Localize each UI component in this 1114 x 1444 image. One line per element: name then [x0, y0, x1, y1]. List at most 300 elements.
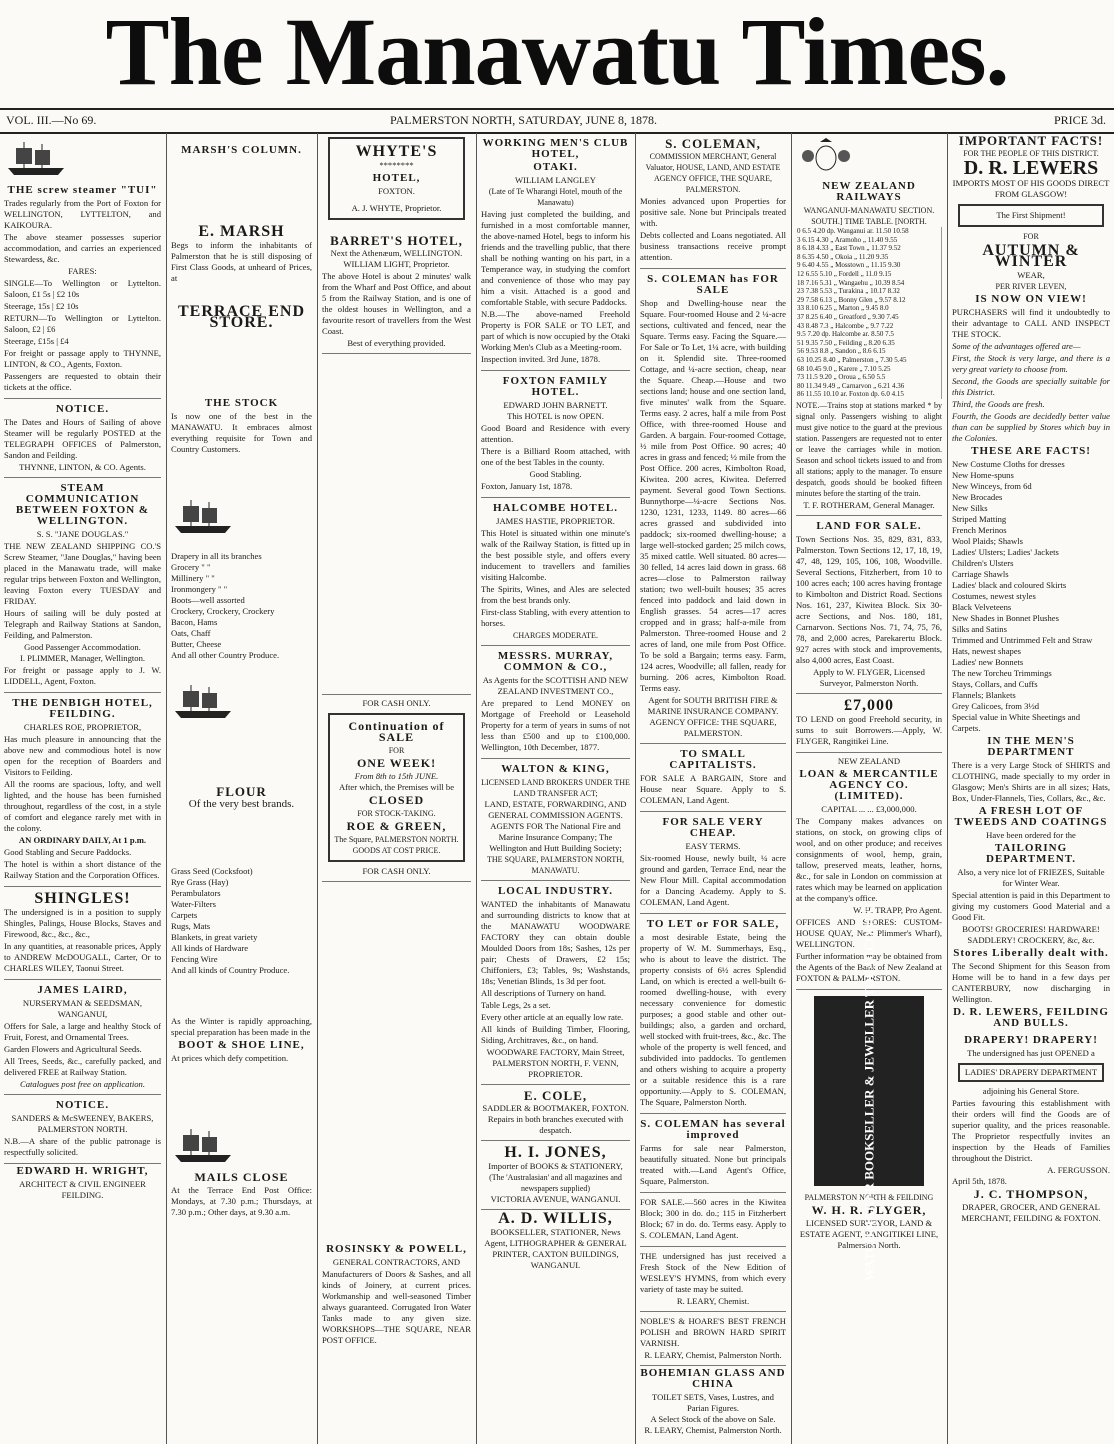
- boots-text: BOOTS! GROCERIES! HARDWARE! SADDLERY! CROCKERY, &c, &c.: [962, 924, 1100, 945]
- local-text: Table Legs, 2s a set.: [481, 1000, 551, 1010]
- watchmaker-text: WATCHMAKER BOOKSELLER & JEWELLER TOBACCONIST: [861, 900, 877, 1281]
- ad-leary-hymns: [640, 1247, 786, 1312]
- ad-roe-green: [322, 694, 471, 882]
- foxton-text: This HOTEL is now OPEN.: [507, 411, 604, 421]
- column-3: [317, 133, 475, 1444]
- flyger-text: LICENSED SURVEYOR, LAND & ESTATE AGENT, RANGITIKEI LINE, Palmerston North.: [799, 1217, 939, 1250]
- column-1: [0, 133, 165, 1444]
- dateline: [0, 108, 1114, 134]
- nz-heading: NEW ZEALAND: [837, 755, 901, 766]
- laird-text: Catalogues post free on application.: [20, 1079, 145, 1089]
- laird-sub: NURSERYMAN & SEEDSMAN, WANGANUI,: [22, 998, 143, 1019]
- timetable-cell: 9 6.40 4.55 „ Mosstown „ 11.15 9.30: [796, 261, 942, 270]
- fresh-text: Have been ordered for the: [986, 830, 1076, 840]
- ad-very-cheap: [640, 812, 786, 914]
- halcombe-text: This Hotel is situated within one minute's walk of the Railway Station, is fitted up in the best possible style, and offers every inducement to travellers and families visiting Halcombe.: [481, 528, 630, 582]
- shingles-text: In any quantities, at reasonable prices, Apply to ANDREW McDOUGALL, Carter, Or to CHARLES WILEY, Taonui Street.: [4, 941, 161, 973]
- timetable-cell: 33 8.10 6.25 „ Marton „ 9.45 8.0: [796, 304, 942, 313]
- list-item: Ladies' Ulsters; Ladies' Jackets: [952, 547, 1059, 557]
- list-item: Special value in White Sheetings and Carpets.: [952, 712, 1080, 733]
- ad-shingles: [4, 887, 161, 980]
- timetable-cell: 12 6.55 5.10 „ Fordell „ 11.0 9.15: [796, 270, 942, 279]
- ship-icon: [171, 496, 235, 536]
- timetable-cell: 51 9.35 7.50 „ Feilding „ 8.20 6.35: [796, 339, 942, 348]
- fergusson-date: April 5th, 1878.: [952, 1176, 1007, 1186]
- tui-heading: THE screw steamer "TUI": [7, 184, 158, 196]
- second-shipment-text: The Second Shipment for this Season from Home will be to hand in a few days per CANTERBURY, now discharging in Wellington.: [952, 961, 1110, 1004]
- goods-item: Grocery " ": [171, 562, 211, 572]
- goods-item: And all kinds of Country Produce.: [171, 965, 290, 975]
- goods-item: Carpets: [171, 910, 198, 920]
- rosinsky-sub: GENERAL CONTRACTORS, AND: [332, 1257, 461, 1267]
- goods-item: Water-Filters: [171, 899, 216, 909]
- timetable-cell: 18 7.16 5.31 „ Wangaehu „ 10.39 8.54: [796, 279, 942, 288]
- lewers-text: IMPORTS MOST OF HIS GOODS DIRECT FROM GLASGOW!: [952, 178, 1110, 199]
- bohemian-text: A Select Stock of the above on Sale.: [650, 1414, 776, 1424]
- table-row: [796, 236, 942, 245]
- lewers-heading: D. R. LEWERS: [963, 157, 1099, 179]
- whyte-place: FOXTON.: [378, 186, 415, 196]
- cole-heading: E. COLE,: [523, 1088, 588, 1103]
- coleman2-text: Farms for sale near Palmerston, beautifully situated. None but principals treated with.—Land Agent's Office, Square, Palmerston.: [640, 1143, 786, 1186]
- tui-text: For freight or passage apply to THYNNE, LINTON, & CO., Agents, Foxton.: [4, 348, 161, 369]
- denbigh-text: The hotel is within a short distance of the Railway Station and the Corporation Offices.: [4, 859, 161, 880]
- facts-sub: FOR THE PEOPLE OF THIS DISTRICT.: [963, 149, 1099, 158]
- advantage-item: Second, the Goods are specially suitable for this District.: [952, 376, 1110, 397]
- mens-text: There is a very Large Stock of SHIRTS and CLOTHING, made specially to my order in Glasgow; Men's Shirts are in all sizes; Hats, Box, Under-Flannels, Ties, Collars, &c., &c.: [952, 760, 1110, 803]
- jones-text: Importer of BOOKS & STATIONERY,: [488, 1161, 623, 1171]
- ad-willis: [481, 1210, 630, 1271]
- timetable: [796, 227, 942, 399]
- laird-text: Garden Flowers and Agricultural Seeds.: [4, 1044, 142, 1054]
- laird-heading: JAMES LAIRD,: [37, 984, 128, 996]
- table-row: [796, 390, 942, 399]
- bohemian-signature: R. LEARY, Chemist, Palmerston North.: [644, 1425, 782, 1435]
- thompson-heading: J. C. THOMPSON,: [973, 1187, 1089, 1201]
- list-item: New Home-spuns: [952, 470, 1014, 480]
- barret-text: The above Hotel is about 2 minutes' walk from the Wharf and Post Office, and about 5 from the Railway Station, and is one of the oldest houses in Wellington, and a favourite resort of travellers from the West Coast.: [322, 271, 471, 336]
- facts-heading: IMPORTANT FACTS!: [958, 133, 1104, 148]
- walton-heading: WALTON & KING,: [501, 763, 610, 775]
- ship-name: PER RIVER LEVEN,: [995, 282, 1067, 291]
- shingles-heading: SHINGLES!: [34, 890, 131, 907]
- jones-text: (The 'Australasian' and all magazines and newspapers supplied): [489, 1173, 622, 1193]
- goods-item: Millinery " ": [171, 573, 215, 583]
- list-item: Silks and Satins: [952, 624, 1007, 634]
- halcombe-heading: HALCOMBE HOTEL.: [492, 502, 619, 514]
- coleman2-heading: S. COLEMAN has several improved: [640, 1118, 786, 1141]
- foxton-text: Good Stabling.: [529, 469, 582, 479]
- steam-heading: STEAM COMMUNICATION BETWEEN FOXTON & WELLINGTON.: [15, 482, 150, 527]
- leary-signature: R. LEARY, Chemist.: [676, 1296, 750, 1306]
- jones-heading: H. I. JONES,: [504, 1144, 607, 1161]
- purchasers-text: PURCHASERS will find it undoubtedly to their advantage to CALL AND INSPECT THE STOCK.: [952, 307, 1110, 339]
- small-heading: TO SMALL CAPITALISTS.: [669, 748, 757, 771]
- ladies-drapery: LADIES' DRAPERY DEPARTMENT: [958, 1063, 1104, 1082]
- foxton-text: Foxton, January 1st, 1878.: [481, 481, 573, 491]
- halcombe-text: The Spirits, Wines, and Ales are selected from the best brands only.: [481, 584, 630, 605]
- timetable-cell: 86 11.55 10.10 ar. Foxton dp. 6.0 4.15: [796, 390, 942, 399]
- foxton-text: Good Board and Residence with every attention.: [481, 423, 630, 444]
- marsh-column-heading: MARSH'S COLUMN.: [181, 144, 302, 156]
- ship-icon: [171, 1125, 235, 1165]
- land-heading: LAND FOR SALE.: [816, 519, 922, 532]
- ad-laird: [4, 980, 161, 1095]
- local-text: All descriptions of Turnery on hand.: [481, 988, 607, 998]
- land-signature: Apply to W. FLYGER, Licensed Surveyor, Palmerston North.: [813, 666, 925, 688]
- ad-small-capitalists: [640, 744, 786, 812]
- list-item: Flannels; Blankets: [952, 690, 1016, 700]
- continuation-box: [328, 713, 465, 862]
- murray-heading: MESSRS. MURRAY, COMMON & CO.,: [497, 650, 614, 673]
- walton-text: LAND, ESTATE, FORWARDING, AND GENERAL COMMISSION AGENTS.: [484, 799, 627, 820]
- bohemian-heading: BOHEMIAN GLASS AND CHINA: [640, 1367, 786, 1390]
- railways-signature: T. F. ROTHERAM, General Manager.: [803, 499, 935, 510]
- cheap-heading: FOR SALE VERY CHEAP.: [662, 816, 764, 839]
- list-item: Grey Calicoes, from 3½d: [952, 701, 1040, 711]
- notice-text: The Dates and Hours of Sailing of above Steamer will be regularly POSTED at the TELEGRAPH OFFICES of Palmerston, Sandon and Feilding.: [4, 417, 161, 460]
- table-row: [796, 287, 942, 296]
- volume-number: VOL. III.—No 69.: [6, 113, 97, 127]
- cash-only: FOR CASH ONLY.: [362, 698, 431, 708]
- table-row: [796, 279, 942, 288]
- cole-sub: SADDLER & BOOTMAKER, FOXTON.: [482, 1103, 629, 1113]
- bohemian-text: TOILET SETS, Vases, Lustres, and Parian Figures.: [652, 1392, 774, 1413]
- timetable-cell: 29 7.58 6.13 „ Bonny Glen „ 9.57 8.12: [796, 296, 942, 305]
- walton-sub: LICENSED LAND BROKERS UNDER THE LAND TRANSFER ACT;: [481, 778, 630, 798]
- ad-bohemian: [640, 1368, 786, 1436]
- noble-signature: R. LEARY, Chemist, Palmerston North.: [644, 1350, 782, 1360]
- flyger-heading: W. H. R. FLYGER,: [811, 1202, 927, 1217]
- drapery-heading: DRAPERY! DRAPERY!: [964, 1034, 1098, 1046]
- goods-list-1: [171, 551, 312, 661]
- goods-item: Butter, Cheese: [171, 639, 222, 649]
- timetable-cell: 56 9.53 8.8 „ Sandon „ 8.6 6.15: [796, 347, 942, 356]
- one-week: ONE WEEK!: [356, 756, 437, 770]
- ad-barret: [322, 230, 471, 354]
- table-row: [796, 304, 942, 313]
- list-item: Wool Plaids; Shawls: [952, 536, 1023, 546]
- coleman-heading: S. COLEMAN,: [665, 136, 761, 151]
- notice-heading: NOTICE.: [55, 403, 110, 415]
- cheap-text: Six-roomed House, newly built, ¼ acre ground and garden, Terrace End, near the New Flour Mill. Capital accommodation for a Dancing Academy. Apply to S. COLEMAN, Land Agent.: [640, 853, 786, 907]
- ad-railways: [796, 133, 942, 516]
- advantage-item: First, the Stock is very large, and there is a very great variety to choose from.: [952, 353, 1110, 374]
- willis-heading: A. D. WILLIS,: [498, 1210, 613, 1227]
- stores-text: Stores Liberally dealt with.: [953, 947, 1109, 959]
- timetable-cell: 63 10.25 8.40 „ Palmerston „ 7.30 5.45: [796, 356, 942, 365]
- timetable-cell: 3 6.15 4.30 „ Aramoho „ 11.40 9.55: [796, 236, 942, 245]
- mens-heading: IN THE MEN'S DEPARTMENT: [987, 735, 1075, 758]
- list-item: Ladies' new Bonnets: [952, 657, 1024, 667]
- tailoring-text: Also, a very nice lot of FRIEZES, Suitable for Winter Wear.: [957, 867, 1105, 888]
- wright-heading: EDWARD H. WRIGHT,: [16, 1165, 149, 1177]
- table-row: [796, 356, 942, 365]
- land-text: Town Sections Nos. 35, 829, 831, 833, Palmerston. Town Sections 12, 17, 18, 19, 47, 48, 129, 105, 106, 108, Woodville. Several Sections, Fitzherbert, from 10 to 100 acres each; 100 acres having frontage to Kimbolton and District Road. Sections Nos. 161, 237, Kiwitea Block. Six 30-acre Sections, and Nos. 180, 181, Carnarvon. Sections Nos. 71, 74, 75, 76, 78, and 2,000 acres, Parekarertu Block. 927 acres with stock and improvements, also 4,000 acres, East Coast.: [796, 533, 942, 665]
- wmc-proprietor: WILLIAM LANGLEY: [515, 175, 596, 185]
- ad-jones: [481, 1141, 630, 1210]
- timetable-cell: 68 10.45 9.0 „ Karere „ 7.10 5.25: [796, 365, 942, 374]
- continuation-heading: Continuation of SALE: [348, 719, 445, 744]
- tolet-heading: TO LET or FOR SALE,: [646, 918, 780, 930]
- steam-text: Hours of sailing will be duly posted at Telegraph and Railway Stations at Sandon, Feilding, and Palmerston.: [4, 608, 161, 640]
- goods-item: Ironmongery " ": [171, 584, 228, 594]
- ad-denbigh: [4, 693, 161, 887]
- agent-text: AGENCY OFFICE: THE SQUARE, PALMERSTON.: [649, 717, 777, 738]
- ad-tui: [4, 133, 161, 399]
- cole-text: Repairs in both branches executed with despatch.: [487, 1114, 624, 1135]
- fare-line: SINGLE—To Wellington or Lyttelton. Saloon, £1 5s | £2 10s: [4, 278, 161, 299]
- lewers-signature: D. R. LEWERS, FEILDING AND BULLS.: [953, 1006, 1109, 1029]
- forsale-heading: S. COLEMAN has FOR SALE: [647, 273, 779, 296]
- list-item: Striped Matting: [952, 514, 1007, 524]
- drapery-text: The undersigned has just OPENED a: [967, 1048, 1095, 1058]
- ad-to-lend: [796, 694, 942, 753]
- goods-item: Oats, Chaff: [171, 628, 211, 638]
- loan-signature: W. H. TRAPP, Pro Agent.: [853, 904, 942, 915]
- advantage-item: Third, the Goods are fresh.: [952, 399, 1045, 409]
- table-row: [796, 296, 942, 305]
- steam-signature: I. PLIMMER, Manager, Wellington.: [19, 653, 146, 663]
- ad-walton-king: [481, 759, 630, 881]
- advantages-heading: Some of the advantages offered are—: [952, 341, 1081, 351]
- goods-list-2: [171, 866, 312, 976]
- timetable-cell: 9.5 7.20 dp. Halcombe ar. 8.50 7.5: [796, 330, 942, 339]
- table-row: [796, 227, 942, 236]
- boot-heading: BOOT & SHOE LINE,: [178, 1039, 305, 1051]
- table-row: [796, 365, 942, 374]
- price: PRICE 3d.: [1053, 113, 1106, 127]
- loan-heading: LOAN & MERCANTILE AGENCY CO. (LIMITED).: [799, 767, 939, 802]
- list-item: The new Torcheu Trimmings: [952, 668, 1052, 678]
- wmc-sub: (Late of Te Wharangi Hotel, mouth of the Manawatu): [488, 187, 623, 207]
- small-text: FOR SALE A BARGAIN, Store and House near Square. Apply to S. COLEMAN, Land Agent.: [640, 773, 786, 805]
- adjoining-text: adjoining his General Store.: [982, 1086, 1080, 1096]
- denbigh-text: Good Stabling and Secure Paddocks.: [4, 847, 132, 857]
- lend-heading: £7,000: [844, 696, 894, 714]
- laird-text: Offers for Sale, a large and healthy Stock of Fruit, Forest, and Ornamental Trees.: [4, 1021, 161, 1042]
- timetable-cell: 8 6.35 4.50 „ Okoia „ 11.20 9.35: [796, 253, 942, 262]
- denbigh-text: AN ORDINARY DAILY, At 1 p.m.: [18, 835, 147, 845]
- steam-sub: S. S. "JANE DOUGLAS.": [36, 529, 129, 539]
- denbigh-text: Has much pleasure in announcing that the above new and commodious hotel is now open for the reception of Boarders and Visitors to Feilding.: [4, 734, 161, 777]
- local-text: Every other article at an equally low rate.: [481, 1012, 624, 1022]
- flour-text: Of the very best brands.: [188, 798, 295, 810]
- ad-murray: [481, 646, 630, 759]
- ad-notice-bakers: [4, 1095, 161, 1164]
- parties-text: Parties favouring this establishment with their orders will find the Goods are of superior quality, and the prices reasonable. The Proprietor respectfully invites an inspection by the Heads of Families throughout the District.: [952, 1098, 1110, 1163]
- wmc-text: Having just completed the building, and furnished in a most comfortable manner, the above-named Hotel, begs to inform his friends and the travelling public, that there shall be nothing wanting on his part, in a Temperance way, in studying the comfort and convenience of those who may pay him a visit. Attached is a good and comfortable Stable, with secure Paddocks.: [481, 209, 630, 307]
- fergusson-signature: A. FERGUSSON.: [1047, 1165, 1110, 1175]
- wright-sub: ARCHITECT & CIVIL ENGINEER FEILDING.: [19, 1179, 146, 1200]
- spacer: [322, 882, 471, 1242]
- cash-only: FOR CASH ONLY.: [362, 866, 431, 876]
- jones-text: VICTORIA AVENUE, WANGANUI.: [490, 1194, 621, 1204]
- advantage-item: Fourth, the Goods are decidedly better value than can be supplied by Stores which buy in the Colonies.: [952, 411, 1110, 443]
- ad-steam: [4, 478, 161, 693]
- list-item: Black Velveteens: [952, 602, 1012, 612]
- tailoring-heading: TAILORING DEPARTMENT.: [986, 842, 1076, 865]
- timetable-cell: 8 6.18 4.33 „ East Town „ 11.37 9.52: [796, 244, 942, 253]
- notice2-heading: NOTICE.: [55, 1099, 110, 1111]
- murray-text: As Agents for the SCOTTISH AND NEW ZEALAND INVESTMENT CO.,: [482, 675, 629, 696]
- marsh-heading: E. MARSH: [198, 223, 285, 240]
- goods-item: Grass Seed (Cocksfoot): [171, 866, 253, 876]
- ad-wright: [4, 1166, 161, 1201]
- steam-text: THE NEW ZEALAND SHIPPING CO.'S Screw Steamer, "Jane Douglas," having been placed in the Manawatu trade, will make regular trips between Foxton and Wellington, leaving Foxton every TUESDAY and FRIDAY.: [4, 541, 161, 606]
- on-view: IS NOW ON VIEW!: [975, 293, 1087, 305]
- goods-list: [952, 459, 1110, 734]
- wear: WEAR,: [1017, 270, 1045, 280]
- timetable-cell: 73 11.5 9.20 „ Oroua „ 6.50 5.5: [796, 373, 942, 382]
- list-item: New Shades in Bonnet Plushes: [952, 613, 1059, 623]
- steam-text: For freight or passage apply to J. W. LIDDELL, Agent, Foxton.: [4, 665, 161, 686]
- timetable-cell: 43 8.48 7.3 „ Halcombe „ 9.7 7.22: [796, 322, 942, 331]
- thompson-text: DRAPER, GROCER, AND GENERAL MERCHANT, FEILDING & FOXTON.: [961, 1202, 1101, 1223]
- whyte-proprietor: A. J. WHYTE, Proprietor.: [351, 203, 442, 213]
- coleman-text: Monies advanced upon Properties for positive sale. None but Principals treated with.: [640, 196, 786, 228]
- table-row: [796, 347, 942, 356]
- table-row: [796, 244, 942, 253]
- goods-item: Blankets, in great variety: [171, 932, 258, 942]
- ad-noble: [640, 1312, 786, 1366]
- list-item: Costumes, newest styles: [952, 591, 1036, 601]
- table-row: [796, 322, 942, 331]
- goods-item: Perambulators: [171, 888, 221, 898]
- local-text: WANTED the inhabitants of Manawatu and surrounding districts to know that at the MANAWATU WOODWARE FACTORY they can obtain double Moulded Doors from 18s; Sashes, 12s per pair; Chests of Drawers, £2 15s; Chiffoniers, £3; Tables, 9s; Washstands, 18s; Venetian Blinds, 1s 3d per foot.: [481, 899, 630, 986]
- ad-rosinsky: [322, 1244, 471, 1346]
- fare-line: Steerage, £15s | £4: [4, 336, 69, 346]
- tui-text: Passengers are requested to obtain their tickets at the office.: [4, 371, 161, 392]
- list-item: Children's Ulsters: [952, 558, 1014, 568]
- forsale-text: Shop and Dwelling-house near the Square. Four-roomed House and 2 ¼-acre sections, cultivated and fenced, near the Square. Terms easy. Facing the Square.—For Sale or To Let, 1¼ acre, with building on it. Splendid site. Three-roomed Cottage, and ¼-acre section, cheap, near the Square. Cheap.—House and two sections land; house and one section land, five minutes' walk from the Square. Terms easy. 2 acres, half a mile from Post Office, with three-roomed House and Garden. A bargain. Four-roomed Cottage, ½ mile from Post Office. 90 acres; 40 acres in grass and fenced; ½ mile from the Post Office. 200 acres, Kimbolton Road, Kiwitea. 200 acres, Kiwitea. Deferred payment. Several good Town Sections. Bunnythorpe—¼-acre Sections Nos. 1230, 1231, 1233, 1149. 80 acres—66 acres grassed and subdivided into paddock; six-roomed dwelling-house; a large well-stocked garden; 25 milch cows, 35 mixed cattle. Well situated. 80 acres—30 felled, 14 acres laid down in grass. 68 acres—close to Palmerston railway station; two well-built houses; 35 acres fenced into paddock and laid down in English grasses. 54 acres—17 acres cropped and in grass; half-a-mile from Palmerston. Three-roomed House and 2 acres of land, one mile from Post Office. To be sold a Bargain; terms easy. Farm, 124 acres, Woodville; all fallen, ready for burning. 206 acres, Kimbolton Road. Terms easy.: [640, 298, 786, 693]
- timetable-heading: SOUTH.] TIME TABLE. [NORTH.: [811, 217, 927, 226]
- denbigh-proprietor: CHARLES ROE, PROPRIETOR,: [23, 722, 142, 732]
- agent-text: Agent for SOUTH BRITISH FIRE & MARINE INSURANCE COMPANY.: [647, 695, 779, 716]
- loan-capital: CAPITAL ... ... £3,000,000.: [821, 803, 917, 814]
- these-are-facts: THESE ARE FACTS!: [971, 445, 1091, 457]
- leary-text: THE undersigned has just received a Fresh Stock of the New Edition of WESLEY'S HYMNS, from which every variety of taste may be suited.: [640, 1251, 786, 1294]
- table-row: [796, 261, 942, 270]
- foxton-heading: FOXTON FAMILY HOTEL.: [502, 375, 609, 398]
- stocktaking: FOR STOCK-TAKING.: [357, 809, 436, 818]
- watchmaker-sub: PALMERSTON NORTH & FEILDING: [804, 1192, 934, 1202]
- sale-dates: From 8th to 15th JUNE.: [354, 771, 439, 781]
- place-date: PALMERSTON NORTH, SATURDAY, JUNE 8, 1878.: [390, 113, 657, 127]
- halcombe-text: First-class Stabling, with every attention to horses.: [481, 607, 630, 628]
- tui-text: Trades regularly from the Port of Foxton for WELLINGTON, LYTTELTON, and KAIKOURA.: [4, 198, 161, 230]
- barret-text: Best of everything provided.: [347, 338, 446, 348]
- loan-offices: OFFICES AND STORES: CUSTOM-HOUSE QUAY, Next Plimmer's Wharf), WELLINGTON.: [796, 916, 942, 949]
- list-item: Ladies' black and coloured Skirts: [952, 580, 1067, 590]
- notice-signature: THYNNE, LINTON, & CO. Agents.: [19, 462, 146, 472]
- table-row: [796, 270, 942, 279]
- whyte-heading: WHYTE'S: [355, 143, 438, 160]
- local-text: All kinds of Building Timber, Flooring, Siding, Architraves, &c., on hand.: [481, 1024, 630, 1045]
- table-row: [796, 313, 942, 322]
- fares-heading: FARES:: [68, 266, 97, 276]
- barret-heading: BARRET'S HOTEL,: [330, 233, 463, 248]
- tolet-text: a most desirable Estate, being the property of W. M. Summerhays, Esq., who is about to leave the district. The property consists of 6½ acres Splendid Land, on which is erected a well-built 6-roomed dwelling-house, with every necessary convenience for domestic purposes; a good stable and other out-buildings; also, a garden and orchard, well stocked with fruit-trees, &c., &c. The whole of the property is well fenced, and subdivided into paddocks. To gentlemen and others wishing to acquire a property or a suitable residence this is a rare opportunity.—Apply to S. COLEMAN, The Square, Palmerston North.: [640, 932, 786, 1107]
- goods-item: Rugs, Mats: [171, 921, 211, 931]
- first-shipment: The First Shipment!: [958, 204, 1104, 227]
- cheap-sub: EASY TERMS.: [685, 841, 741, 851]
- tui-text: The above steamer possesses superior accommodation, and carries an experienced Stewardess, &c.: [4, 232, 161, 264]
- roe-address: The Square, PALMERSTON NORTH.: [334, 835, 459, 844]
- boot-text: At prices which defy competition.: [171, 1053, 289, 1063]
- wmc-heading: WORKING MEN'S CLUB HOTEL,: [482, 137, 629, 160]
- mails-text: At the Terrace End Post Office: Mondays, at 7.30 p.m.; Thursdays, at 7.30 p.m.; Other days, at 9.30 a.m.: [171, 1185, 312, 1217]
- list-item: Stays, Collars, and Cuffs: [952, 679, 1038, 689]
- table-row: [796, 382, 942, 391]
- sale560-text: FOR SALE.—560 acres in the Kiwitea Block; 300 in do. do.; 115 in Fitzherbert Block; 67 in do. do. Terms easy. Apply to S. COLEMAN, Land Agent.: [640, 1197, 786, 1240]
- stock-text: Is now one of the best in the MANAWATU. It embraces almost everything requisite for Town and Country Customers.: [171, 411, 312, 454]
- local-heading: LOCAL INDUSTRY.: [497, 885, 614, 897]
- goods-item: Rye Grass (Hay): [171, 877, 229, 887]
- ad-halcombe: [481, 498, 630, 646]
- column-4: [476, 133, 634, 1444]
- ad-coleman: [640, 133, 786, 269]
- list-item: New Winceys, from 6d: [952, 481, 1032, 491]
- columns: [0, 133, 1114, 1444]
- barret-proprietor: WILLIAM LIGHT, Proprietor.: [343, 259, 450, 269]
- winter-text: As the Winter is rapidly approaching, special preparation has been made in the: [171, 1016, 312, 1037]
- tailoring-text: Special attention is paid in this Department to giving my customers Good Material and a Good Fit.: [952, 890, 1110, 922]
- barret-text: Next the Athenæum, WELLINGTON.: [330, 248, 463, 258]
- local-text: WOODWARE FACTORY, Main Street, PALMERSTON NORTH, F. VENN, PROPRIETOR.: [486, 1047, 625, 1079]
- table-row: [796, 330, 942, 339]
- goods-item: Boots—well assorted: [171, 595, 245, 605]
- stock-heading: THE STOCK: [204, 397, 279, 409]
- steam-text: Good Passenger Accommodation.: [24, 642, 141, 652]
- list-item: Carriage Shawls: [952, 569, 1009, 579]
- ad-coleman-for-sale: [640, 269, 786, 744]
- wmc-text: N.B.—The above-named Freehold Property is FOR SALE or TO LET, and part of which is now occupied by the Otaki Working Men's Club as a Meeting-room.: [481, 309, 630, 352]
- ad-foxton-family-hotel: [481, 371, 630, 498]
- denbigh-heading: THE DENBIGH HOTEL, FEILDING.: [12, 697, 153, 720]
- ship-icon: [171, 681, 235, 721]
- terrace-end-heading: TERRACE END STORE.: [177, 303, 305, 331]
- list-item: French Merinos: [952, 525, 1007, 535]
- ad-whyte: [328, 137, 465, 220]
- denbigh-text: All the rooms are spacious, lofty, and well lighted, and the house has been furnished throughout, regardless of the cost, in a style of comfort and elegance rarely met with in the colony.: [4, 779, 161, 833]
- ad-sale-560: [640, 1193, 786, 1247]
- wmc-place: OTAKI.: [533, 161, 578, 173]
- rosinsky-heading: ROSINSKY & POWELL,: [326, 1243, 467, 1255]
- wmc-text: Inspection invited. 3rd June, 1878.: [481, 354, 601, 364]
- column-5: [635, 133, 790, 1444]
- autumn-heading: AUTUMN & WINTER: [982, 242, 1080, 270]
- fare-line: Steerage, 15s | £2 10s: [4, 301, 79, 311]
- whyte-stars: ********: [379, 160, 414, 170]
- goods-item: All kinds of Hardware: [171, 943, 249, 953]
- lend-text: TO LEND on good Freehold security, in sums to suit Borrowers.—Apply, W. FLYGER, Rangitikei Line.: [796, 713, 942, 746]
- loan-text: The Company makes advances on stations, on stock, on growing clips of wool, and on other produce; and receives consignments of wool, hemp, grain, tallow, preserved meats, leather, horns, &c., for sale in London on commission at rates which may be learned on application at the company's office.: [796, 815, 942, 903]
- list-item: New Costume Cloths for dresses: [952, 459, 1065, 469]
- notice2-text: SANDERS & McSWEENEY, BAKERS, PALMERSTON NORTH.: [11, 1113, 154, 1134]
- timetable-cell: 80 11.34 9.49 „ Carnarvon „ 6.21 4.36: [796, 382, 942, 391]
- list-item: New Silks: [952, 503, 988, 513]
- table-row: [796, 373, 942, 382]
- coleman-sub: COMMISSION MERCHANT, General Valuator, HOUSE, LAND, AND ESTATE AGENCY OFFICE, THE SQUARE, PALMERSTON.: [645, 152, 781, 194]
- railways-heading: NEW ZEALAND RAILWAYS: [822, 180, 916, 203]
- notice2-text: N.B.—A share of the public patronage is respectfully solicited.: [4, 1136, 161, 1157]
- column-7: [947, 133, 1114, 1444]
- murray-text: Are prepared to Lend MONEY on Mortgage of Freehold or Leasehold Property for a term of years in sums of not less than £500 and up to £100,000. Wellington, 10th December, 1877.: [481, 698, 630, 752]
- table-row: [796, 339, 942, 348]
- willis-text: BOOKSELLER, STATIONER, News Agent, LITHOGRAPHER & GENERAL PRINTER, CAXTON BUILDINGS, WANGANUI.: [484, 1227, 627, 1270]
- list-item: Trimmed and Untrimmed Felt and Straw Hats, newest shapes: [952, 635, 1093, 656]
